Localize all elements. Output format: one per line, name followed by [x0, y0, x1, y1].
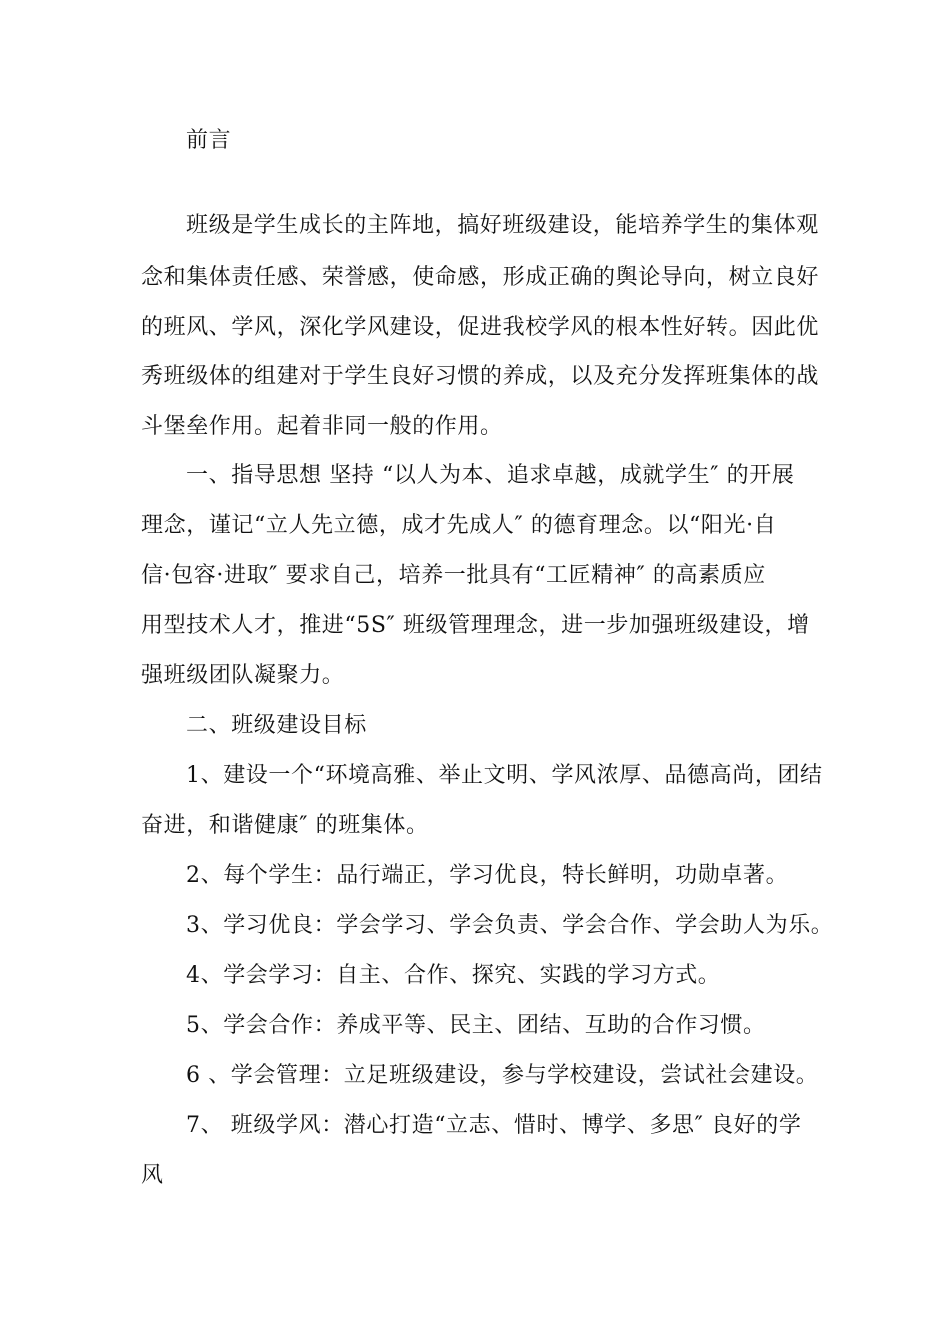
paragraph-line: 念和集体责任感、荣誉感，使命感，形成正确的舆论导向，树立良好 — [141, 265, 820, 290]
paragraph-line: 秀班级体的组建对于学生良好习惯的养成，以及充分发挥班集体的战 — [141, 364, 820, 389]
paragraph-line: 班级是学生成长的主阵地，搞好班级建设，能培养学生的集体观 — [186, 213, 819, 238]
paragraph-line: 信·包容·进取″ 要求自己，培养一批具有“工匠精神″ 的高素质应 — [141, 563, 766, 588]
heading-preface: 前言 — [186, 128, 232, 153]
section-class-goals: 二、班级建设目标 — [186, 713, 367, 738]
list-item-continuation: 风 — [141, 1163, 164, 1188]
list-item: 7、 班级学风：潜心打造“立志、惜时、博学、多思″ 良好的学 — [186, 1113, 802, 1138]
list-item: 3、学习优良：学会学习、学会负责、学会合作、学会助人为乐。 — [186, 913, 834, 938]
paragraph-line: 的班风、学风，深化学风建设，促进我校学风的根本性好转。因此优 — [141, 315, 820, 340]
list-item-continuation: 奋进，和谐健康″ 的班集体。 — [141, 813, 429, 838]
paragraph-line: 强班级团队凝聚力。 — [141, 663, 345, 688]
list-item: 6 、学会管理：立足班级建设，参与学校建设，尝试社会建设。 — [186, 1063, 819, 1088]
section-guiding-ideology: 一、指导思想 坚持 “以人为本、追求卓越，成就学生″ 的开展 — [186, 463, 795, 488]
list-item: 4、学会学习：自主、合作、探究、实践的学习方式。 — [186, 963, 721, 988]
list-item: 2、每个学生：品行端正，学习优良，特长鲜明，功勋卓著。 — [186, 863, 789, 888]
paragraph-line: 理念，谨记“立人先立德，成才先成人″ 的德育理念。以“阳光·自 — [141, 513, 777, 538]
paragraph-line: 用型技术人才，推进“5S″ 班级管理理念，进一步加强班级建设，增 — [141, 613, 810, 638]
paragraph-line: 斗堡垒作用。起着非同一般的作用。 — [141, 414, 503, 439]
list-item: 5、学会合作：养成平等、民主、团结、互助的合作习惯。 — [186, 1013, 766, 1038]
list-item: 1、建设一个“环境高雅、举止文明、学风浓厚、品德高尚，团结 — [186, 763, 823, 788]
